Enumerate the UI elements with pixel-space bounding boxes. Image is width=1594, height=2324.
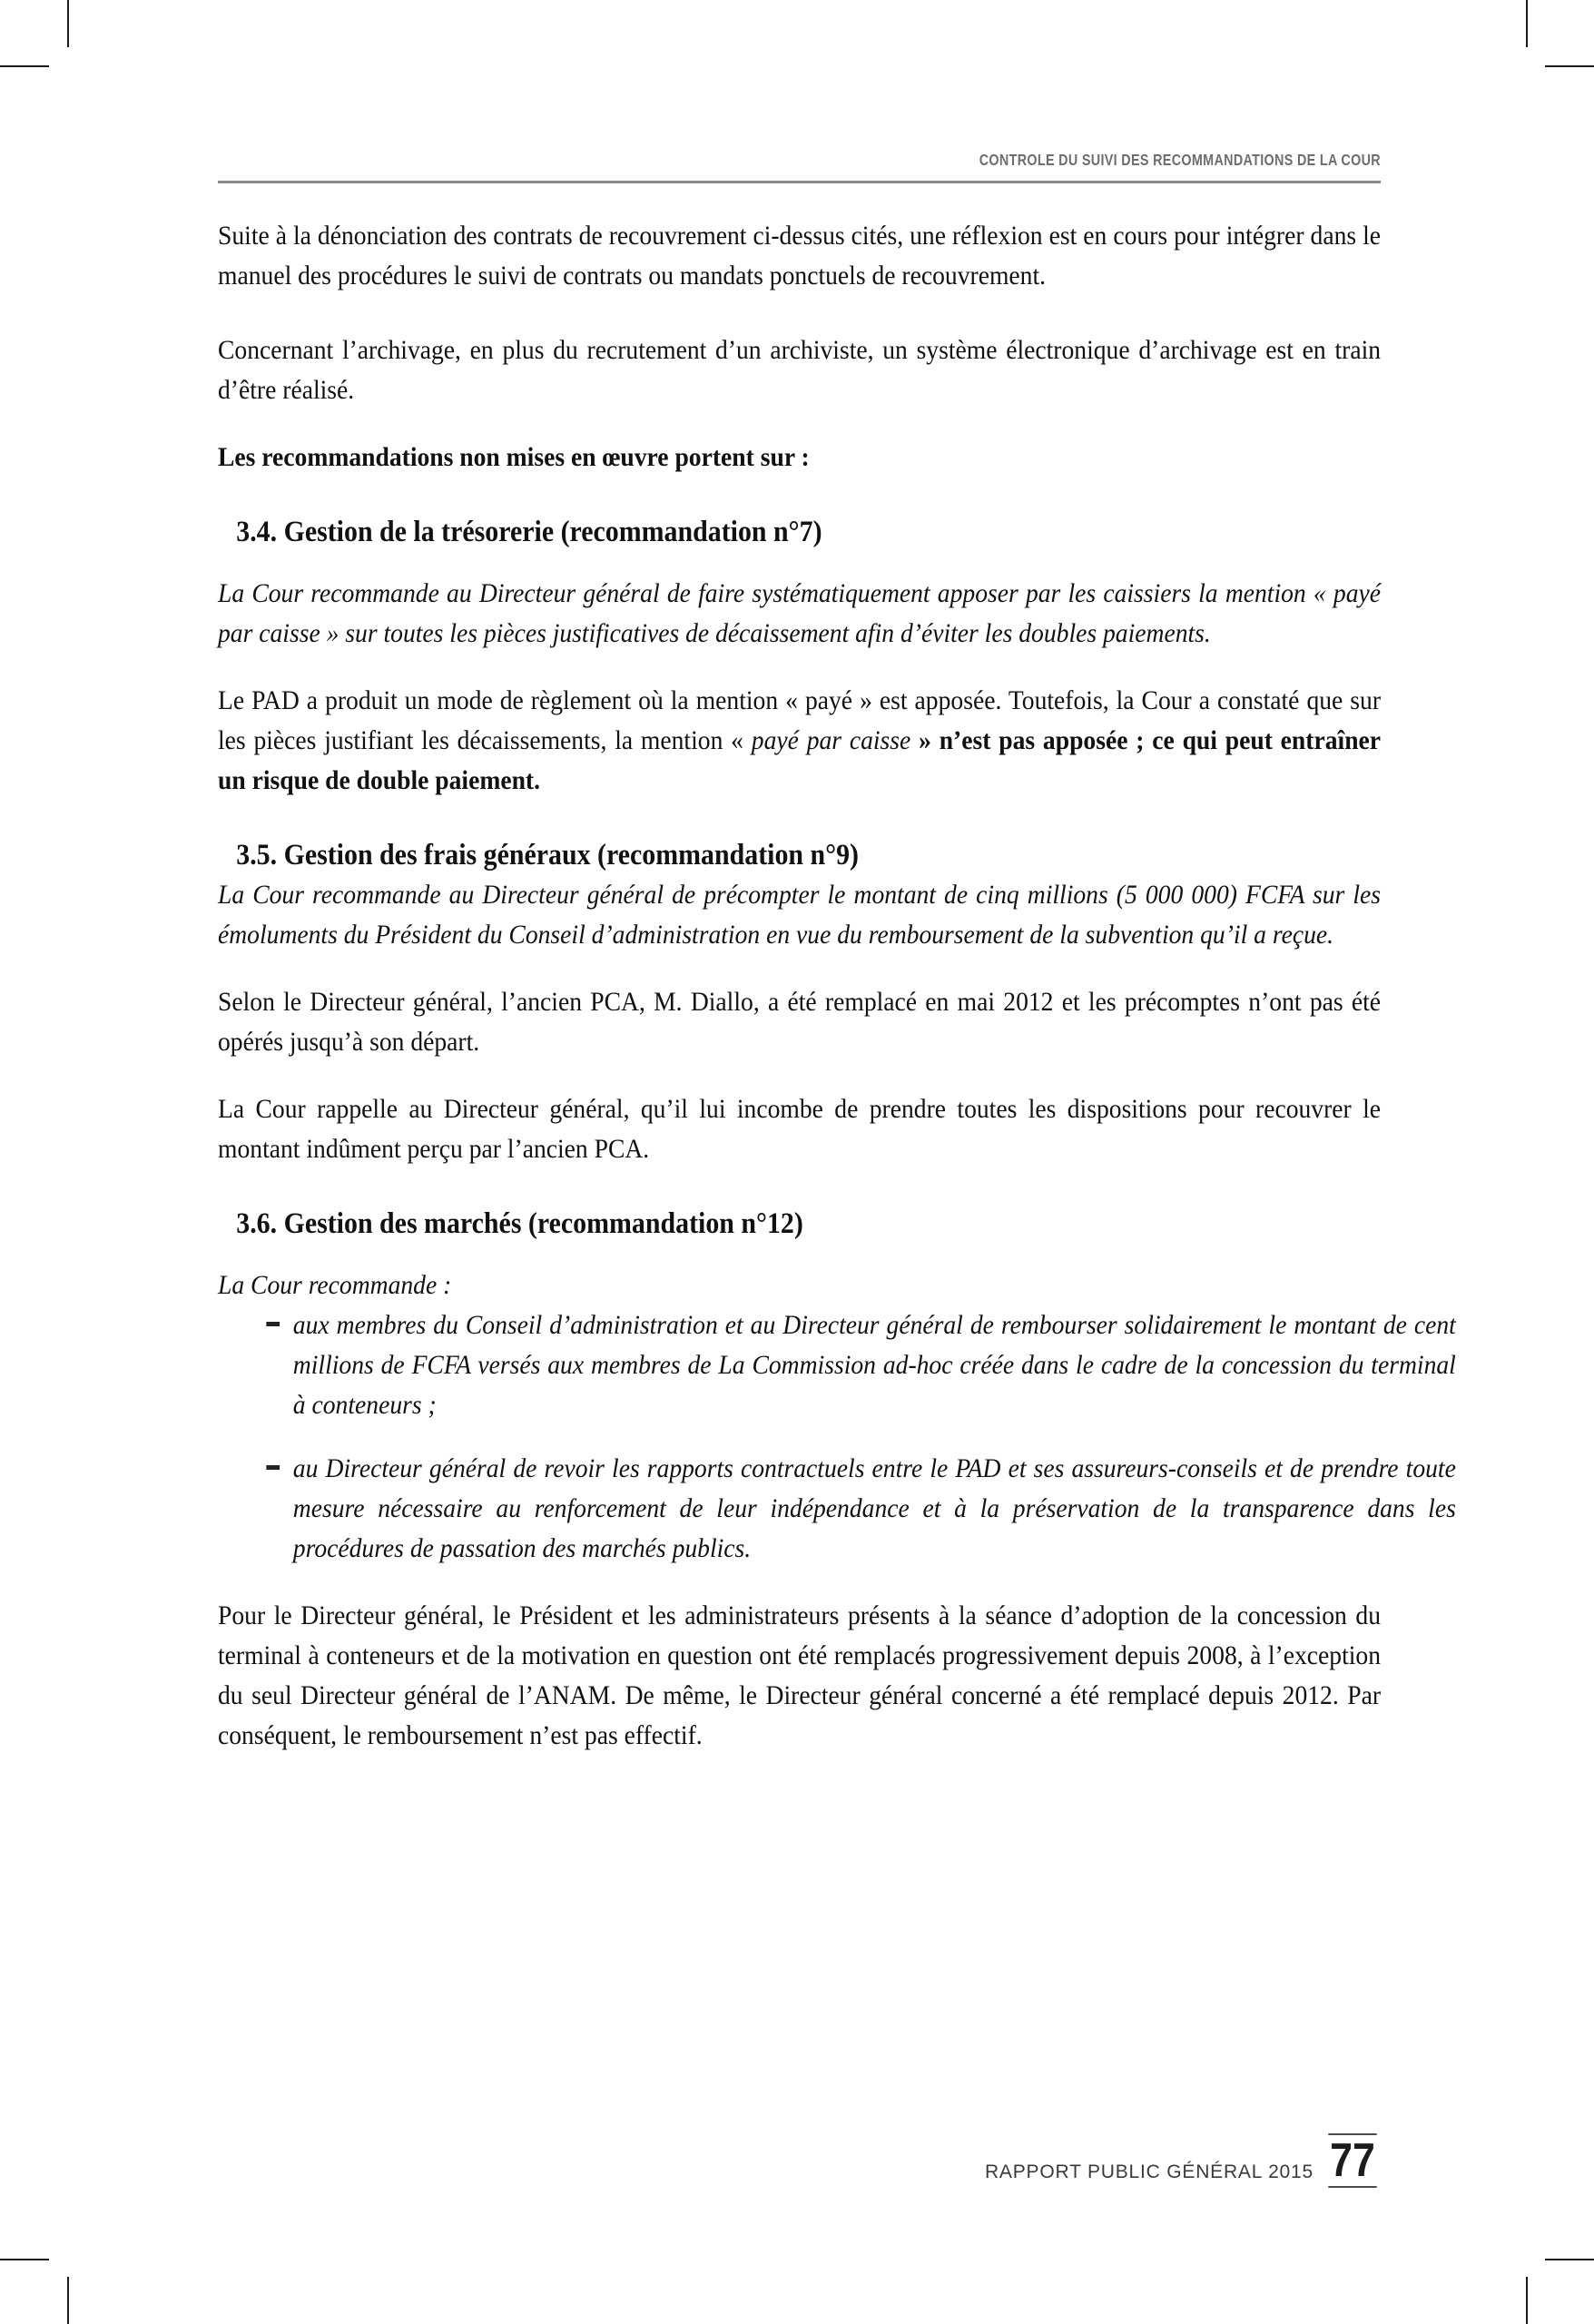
lead-3-6: La Cour recommande : bbox=[218, 1270, 452, 1300]
lead-recommandations-non-mises-en-oeuvre: Les recommandations non mises en œuvre portent sur : bbox=[218, 442, 810, 472]
recommendation-3-5: La Cour recommande au Directeur général de précompter le montant de cinq millions (5 000 000) FCFA sur les émoluments du Président du Conseil d’administration en vue du remboursement de la subvention qu’il a reçue. bbox=[218, 880, 1382, 950]
crop-mark-top-left-horizontal bbox=[0, 65, 49, 67]
heading-3-6: 3.6. Gestion des marchés (recommandation n°12) bbox=[236, 1207, 803, 1240]
list-item-text: aux membres du Conseil d’administration et au Directeur général de rembourser solidairement le montant de cent millions de FCFA versés aux membres de La Commission ad-hoc créée dans le cadre de la concession du terminal à conteneurs ; bbox=[292, 1310, 1456, 1420]
recommendation-3-4: La Cour recommande au Directeur général de faire systématiquement apposer par les caissiers la mention « payé par caisse » sur toutes les pièces justificatives de décaissement afin d’éviter les doubles paiements. bbox=[218, 578, 1382, 648]
finding-3-4-emphasis: » n’est pas apposée ; ce qui peut entraîner un risque de double paiement. bbox=[218, 725, 1382, 795]
crop-mark-bottom-left-horizontal bbox=[0, 2259, 49, 2260]
finding-3-4 bbox=[218, 681, 1381, 801]
paragraph-3-6-closing: Pour le Directeur général, le Président et les administrateurs présents à la séance d’adoption de la concession du terminal à conteneurs et de la motivation en question ont été remplacés progressivement depuis 2008, à l’exception du seul Directeur général de l’ANAM. De même, le Directeur général concerné a été remplacé depuis 2012. Par conséquent, le remboursement n’est pas effectif. bbox=[218, 1600, 1382, 1750]
paragraph-3-5-rappel: La Cour rappelle au Directeur général, qu’il lui incombe de prendre toutes les dispositions pour recouvrer le montant indûment perçu par l’ancien PCA. bbox=[218, 1094, 1382, 1164]
crop-mark-bottom-left-vertical bbox=[67, 2277, 69, 2324]
crop-mark-top-right-horizontal bbox=[1545, 65, 1594, 67]
page-body bbox=[218, 216, 1456, 1756]
heading-3-4: 3.4. Gestion de la trésorerie (recommandation n°7) bbox=[236, 516, 822, 548]
finding-3-4-text: Le PAD a produit un mode de règlement où la mention « payé » est apposée. Toutefois, la Cour a constaté que sur les pièces justifiant les décaissements, la mention « bbox=[218, 685, 1382, 755]
document-page bbox=[218, 0, 1456, 2324]
paragraph-denonciation: Suite à la dénonciation des contrats de recouvrement ci-dessus cités, une réflexion est en cours pour intégrer dans le manuel des procédures le suivi de contrats ou mandats ponctuels de recouvrement. bbox=[218, 221, 1382, 290]
list-item bbox=[218, 1449, 1456, 1569]
finding-3-4-quoted-mention: payé par caisse bbox=[751, 725, 911, 755]
page-number: 77 bbox=[1330, 2134, 1375, 2187]
crop-mark-bottom-right-vertical bbox=[1526, 2277, 1528, 2324]
list-item-text: au Directeur général de revoir les rapports contractuels entre le PAD et ses assureurs-conseils et de prendre toute mesure nécessaire au renforcement de leur indépendance et à la préservation de la transparence dans les procédures de passation des marchés publics. bbox=[292, 1453, 1456, 1563]
crop-mark-bottom-right-horizontal bbox=[1545, 2259, 1594, 2260]
list-item bbox=[218, 1305, 1456, 1425]
paragraph-3-5-pca: Selon le Directeur général, l’ancien PCA, M. Diallo, a été remplacé en mai 2012 et les précomptes n’ont pas été opérés jusqu’à son départ. bbox=[218, 987, 1382, 1057]
heading-3-5: 3.5. Gestion des frais généraux (recommandation n°9) bbox=[236, 839, 860, 872]
dash-bullet-icon bbox=[266, 1322, 280, 1326]
running-head-rule bbox=[218, 181, 1381, 183]
footer-label: RAPPORT PUBLIC GÉNÉRAL 2015 bbox=[984, 2162, 1314, 2182]
paragraph-archivage: Concernant l’archivage, en plus du recrutement d’un archiviste, un système électronique d’archivage est en train d’être réalisé. bbox=[218, 335, 1382, 405]
crop-mark-top-left-vertical bbox=[67, 0, 69, 47]
recommendation-list-3-6 bbox=[218, 1305, 1456, 1569]
crop-mark-top-right-vertical bbox=[1526, 0, 1528, 47]
running-head: CONTROLE DU SUIVI DES RECOMMANDATIONS DE LA COUR bbox=[979, 151, 1381, 169]
page-footer bbox=[218, 2133, 1381, 2188]
dash-bullet-icon bbox=[266, 1465, 280, 1470]
